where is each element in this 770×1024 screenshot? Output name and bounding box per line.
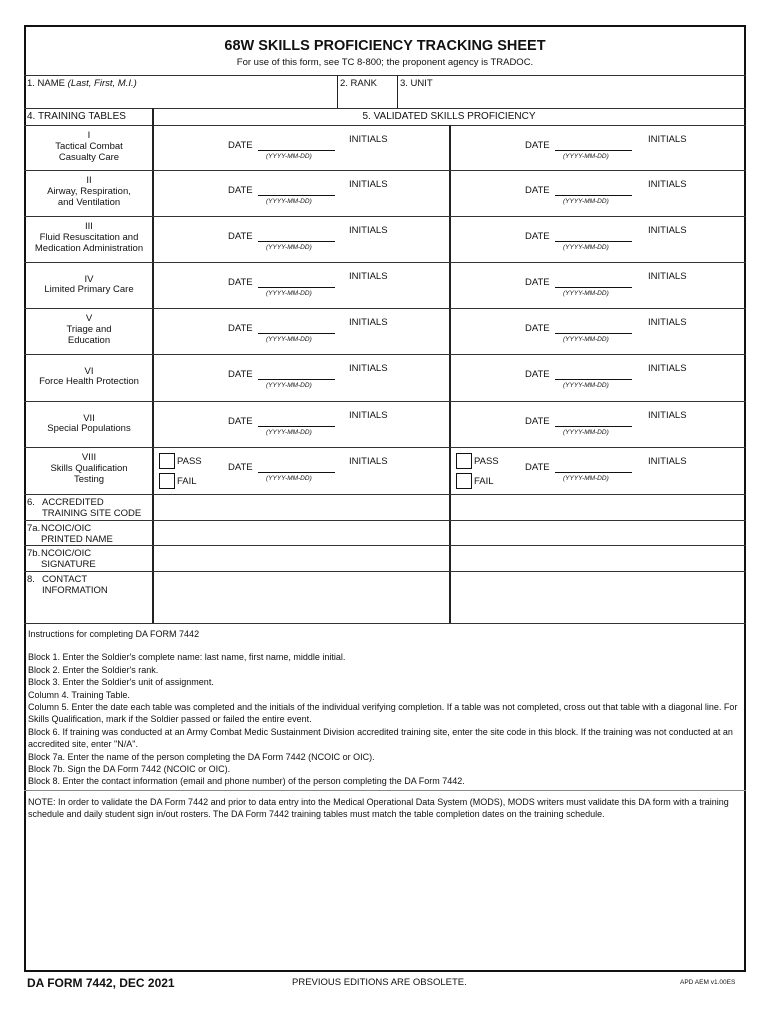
instruction-line: Block 1. Enter the Soldier's complete name: last name, first name, middle initial. (28, 652, 346, 663)
date-label: DATE (525, 416, 550, 427)
note: NOTE: In order to validate the DA Form 7442 and prior to data entry into the Medical Operational Data System (MODS), MODS writers must validate this DA form with a training schedule and daily student sign in/out rosters. The DA Form 7442 training tables must match the table completion dates on the training schedule. (28, 797, 729, 820)
instruction-line: Block 2. Enter the Soldier's rank. (28, 664, 159, 675)
divider (24, 216, 746, 217)
date-field[interactable] (555, 241, 632, 242)
block-label: NCOIC/OIC (41, 548, 92, 559)
initials-label: INITIALS (349, 456, 388, 467)
date-label: DATE (525, 369, 550, 380)
table-name: Special Populations (47, 423, 131, 434)
date-field[interactable] (555, 150, 632, 151)
initials-field[interactable] (645, 236, 735, 256)
date-field[interactable] (555, 333, 632, 334)
table-name: Triage and (66, 324, 112, 335)
divider (24, 790, 746, 791)
initials-label: INITIALS (648, 317, 687, 328)
initials-label: INITIALS (648, 410, 687, 421)
table-name: Force Health Protection (39, 376, 139, 387)
block-label: CONTACT (42, 574, 88, 585)
date-field[interactable] (258, 195, 335, 196)
name-label: 1. NAME (Last, First, M.I.) (27, 78, 137, 89)
date-label: DATE (228, 185, 253, 196)
initials-label: INITIALS (349, 317, 388, 328)
divider (337, 75, 338, 108)
date-field[interactable] (555, 472, 632, 473)
initials-label: INITIALS (349, 134, 388, 145)
date-label: DATE (228, 323, 253, 334)
date-field[interactable] (258, 472, 335, 473)
divider (24, 108, 746, 109)
date-format-hint: (YYYY-MM-DD) (266, 336, 312, 343)
block-field[interactable] (154, 521, 447, 544)
table-number: III (85, 221, 93, 232)
date-field[interactable] (555, 287, 632, 288)
initials-field[interactable] (645, 145, 735, 165)
date-format-hint: (YYYY-MM-DD) (563, 475, 609, 482)
date-label: DATE (525, 323, 550, 334)
initials-label: INITIALS (648, 456, 687, 467)
block-field[interactable] (154, 572, 447, 622)
pass-checkbox[interactable] (456, 453, 472, 469)
date-label: DATE (228, 462, 253, 473)
table-number: VII (83, 413, 95, 424)
divider (24, 447, 746, 448)
rank-label: 2. RANK (340, 78, 377, 89)
block-number: 6. (27, 497, 35, 508)
initials-field[interactable] (348, 145, 438, 165)
form-id: DA FORM 7442, DEC 2021 (27, 976, 175, 990)
table-name: Fluid Resuscitation and (39, 232, 139, 243)
date-format-hint: (YYYY-MM-DD) (266, 429, 312, 436)
date-label: DATE (525, 231, 550, 242)
table-name: Airway, Respiration, (47, 186, 131, 197)
name-field[interactable] (26, 90, 334, 107)
initials-field[interactable] (645, 190, 735, 210)
date-label: DATE (525, 140, 550, 151)
initials-field[interactable] (348, 467, 438, 487)
initials-field[interactable] (348, 190, 438, 210)
validated-skills-header: 5. VALIDATED SKILLS PROFICIENCY (362, 111, 536, 122)
initials-field[interactable] (645, 374, 735, 394)
block-label: SIGNATURE (41, 559, 96, 570)
date-label: DATE (228, 416, 253, 427)
date-label: DATE (525, 462, 550, 473)
divider (24, 308, 746, 309)
divider (24, 623, 746, 624)
date-format-hint: (YYYY-MM-DD) (266, 382, 312, 389)
initials-field[interactable] (645, 467, 735, 487)
date-format-hint: (YYYY-MM-DD) (266, 244, 312, 251)
date-format-hint: (YYYY-MM-DD) (563, 336, 609, 343)
initials-label: INITIALS (648, 225, 687, 236)
version-label: APD AEM v1.00ES (680, 979, 736, 986)
date-label: DATE (228, 277, 253, 288)
table-name: Testing (73, 474, 105, 485)
instructions (28, 628, 740, 788)
date-format-hint: (YYYY-MM-DD) (266, 475, 312, 482)
date-format-hint: (YYYY-MM-DD) (563, 244, 609, 251)
divider (24, 75, 746, 76)
instruction-line: Block 7b. Sign the DA Form 7442 (NCOIC or OIC). (28, 764, 231, 775)
instruction-line: Block 6. If training was conducted at an Army Combat Medic Sustainment Division accredited training site, enter the site code in this block. If the training was not conducted at an accredited site, enter "N/A". (28, 726, 733, 750)
block-field[interactable] (451, 546, 744, 570)
block-field[interactable] (451, 495, 744, 519)
fail-label: FAIL (474, 476, 494, 487)
divider (24, 262, 746, 263)
initials-field[interactable] (348, 374, 438, 394)
initials-field[interactable] (645, 421, 735, 441)
initials-field[interactable] (348, 282, 438, 302)
date-format-hint: (YYYY-MM-DD) (266, 198, 312, 205)
date-field[interactable] (258, 241, 335, 242)
divider (397, 75, 398, 108)
unit-label: 3. UNIT (400, 78, 433, 89)
date-label: DATE (525, 185, 550, 196)
block-number: 7b. (27, 548, 41, 559)
training-tables-header: 4. TRAINING TABLES (27, 111, 126, 122)
date-format-hint: (YYYY-MM-DD) (266, 290, 312, 297)
table-number: VI (84, 366, 94, 377)
unit-field[interactable] (400, 90, 740, 107)
rank-field[interactable] (339, 90, 395, 107)
table-name: Skills Qualification (50, 463, 128, 474)
instructions-heading: Instructions for completing DA FORM 7442 (28, 629, 200, 639)
table-name: Medication Administration (34, 243, 144, 254)
instruction-line: Block 7a. Enter the name of the person completing the DA Form 7442 (NCOIC or OIC). (28, 751, 375, 762)
instruction-line: Column 4. Training Table. (28, 689, 130, 700)
date-format-hint: (YYYY-MM-DD) (563, 198, 609, 205)
block-field[interactable] (451, 521, 744, 544)
initials-label: INITIALS (648, 134, 687, 145)
table-name: Education (67, 335, 111, 346)
block-number: 8. (27, 574, 35, 585)
table-number: V (85, 313, 93, 324)
date-label: DATE (525, 277, 550, 288)
date-label: DATE (228, 140, 253, 151)
initials-label: INITIALS (349, 225, 388, 236)
date-format-hint: (YYYY-MM-DD) (563, 382, 609, 389)
fail-checkbox[interactable] (456, 473, 472, 489)
form-subtitle: For use of this form, see TC 8-800; the proponent agency is TRADOC. (236, 57, 534, 68)
initials-label: INITIALS (349, 271, 388, 282)
block-number: 7a. (27, 523, 41, 534)
instruction-line: Block 8. Enter the contact information (email and phone number) of the person completing the DA Form 7442. (28, 776, 465, 787)
initials-field[interactable] (645, 282, 735, 302)
date-format-hint: (YYYY-MM-DD) (563, 290, 609, 297)
date-field[interactable] (555, 426, 632, 427)
date-field[interactable] (258, 426, 335, 427)
table-name: and Ventilation (57, 197, 121, 208)
divider (24, 170, 746, 171)
pass-label: PASS (177, 456, 202, 467)
block-field[interactable] (154, 546, 447, 570)
initials-label: INITIALS (349, 179, 388, 190)
date-field[interactable] (258, 287, 335, 288)
form-title: 68W SKILLS PROFICIENCY TRACKING SHEET (224, 38, 546, 54)
block-label: TRAINING SITE CODE (42, 508, 142, 519)
divider (24, 354, 746, 355)
divider (24, 401, 746, 402)
divider (24, 125, 746, 126)
table-name: Casualty Care (58, 152, 120, 163)
block-field[interactable] (451, 572, 744, 622)
initials-label: INITIALS (648, 271, 687, 282)
initials-label: INITIALS (349, 363, 388, 374)
table-name: Tactical Combat (55, 141, 123, 152)
table-number: VIII (81, 452, 97, 463)
initials-label: INITIALS (349, 410, 388, 421)
initials-field[interactable] (645, 328, 735, 348)
obsolete-notice: PREVIOUS EDITIONS ARE OBSOLETE. (292, 977, 467, 988)
table-number: I (87, 130, 91, 141)
date-format-hint: (YYYY-MM-DD) (563, 153, 609, 160)
initials-label: INITIALS (648, 363, 687, 374)
table-number: II (86, 175, 92, 186)
initials-label: INITIALS (648, 179, 687, 190)
pass-checkbox[interactable] (159, 453, 175, 469)
initials-field[interactable] (348, 421, 438, 441)
instruction-line: Column 5. Enter the date each table was completed and the initials of the individual verifying completion. If a table was not completed, cross out that table with a diagonal line. For Skills Qualification, mark if the Soldier passed or failed the entire event. (28, 702, 738, 725)
date-field[interactable] (258, 150, 335, 151)
pass-label: PASS (474, 456, 499, 467)
fail-checkbox[interactable] (159, 473, 175, 489)
instruction-line: Block 3. Enter the Soldier's unit of assignment. (28, 677, 214, 688)
date-format-hint: (YYYY-MM-DD) (266, 153, 312, 160)
date-label: DATE (228, 231, 253, 242)
block-label: ACCREDITED (42, 497, 104, 508)
block-label: INFORMATION (42, 585, 108, 596)
table-name: Limited Primary Care (44, 284, 134, 295)
table-number: IV (84, 274, 94, 285)
date-field[interactable] (258, 333, 335, 334)
block-field[interactable] (154, 495, 447, 519)
date-field[interactable] (555, 379, 632, 380)
block-label: NCOIC/OIC (41, 523, 92, 534)
initials-field[interactable] (348, 328, 438, 348)
date-field[interactable] (555, 195, 632, 196)
date-field[interactable] (258, 379, 335, 380)
fail-label: FAIL (177, 476, 197, 487)
initials-field[interactable] (348, 236, 438, 256)
date-format-hint: (YYYY-MM-DD) (563, 429, 609, 436)
date-label: DATE (228, 369, 253, 380)
block-label: PRINTED NAME (41, 534, 113, 545)
